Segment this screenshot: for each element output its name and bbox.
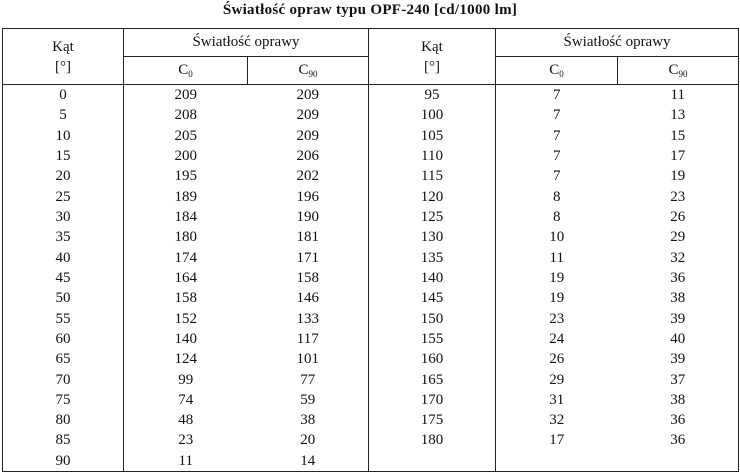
table-row xyxy=(3,329,739,349)
luminaire-intensity-header-right: Światłość oprawy xyxy=(496,29,739,57)
table-row xyxy=(3,410,739,430)
c90-cell: 36 xyxy=(670,269,686,286)
table-row xyxy=(3,146,739,166)
angle-cell: 135 xyxy=(369,248,496,268)
angle-cell: 160 xyxy=(369,349,496,369)
c0-cell: 158 xyxy=(124,288,248,308)
angle-cell: 155 xyxy=(369,329,496,349)
table-row xyxy=(3,248,739,268)
c90-cell: 206 xyxy=(296,148,319,165)
c90-cell xyxy=(618,451,739,472)
c90-cell: 171 xyxy=(296,249,319,266)
table-row xyxy=(3,126,739,146)
c0-cell: 11 xyxy=(496,248,618,268)
table-row xyxy=(3,288,739,308)
c90-cell: 36 xyxy=(670,432,686,449)
angle-cell: 115 xyxy=(369,166,496,186)
c0-cell: 23 xyxy=(496,308,618,328)
c90-cell: 37 xyxy=(670,371,686,388)
c0-cell: 200 xyxy=(124,146,248,166)
c90-cell: 11 xyxy=(670,87,685,104)
table-row xyxy=(3,390,739,410)
angle-label: Kąt xyxy=(52,39,74,55)
c0-cell: 11 xyxy=(124,451,248,472)
angle-cell: 105 xyxy=(369,126,496,146)
table-row xyxy=(3,207,739,227)
angle-cell: 130 xyxy=(369,227,496,247)
table-row xyxy=(3,430,739,450)
c90-cell: 117 xyxy=(296,330,319,347)
c0-cell: 32 xyxy=(496,410,618,430)
c0-cell: 184 xyxy=(124,207,248,227)
angle-cell: 120 xyxy=(369,187,496,207)
table-row xyxy=(3,105,739,125)
table-row xyxy=(3,308,739,328)
angle-cell: 175 xyxy=(369,410,496,430)
c90-cell: 39 xyxy=(670,351,686,368)
c90-cell: 59 xyxy=(300,391,316,408)
angle-cell: 60 xyxy=(55,330,71,347)
c90-cell: 20 xyxy=(300,432,316,449)
c90-cell: 209 xyxy=(296,87,319,104)
c0-cell: 164 xyxy=(124,268,248,288)
c90-cell: 196 xyxy=(296,188,319,205)
c0-cell: 24 xyxy=(496,329,618,349)
angle-cell: 125 xyxy=(369,207,496,227)
table-row xyxy=(3,227,739,247)
angle-cell: 90 xyxy=(55,452,71,469)
c0-cell: 140 xyxy=(124,329,248,349)
c0-cell: 7 xyxy=(496,105,618,125)
c90-cell: 39 xyxy=(670,310,686,327)
c0-cell: 10 xyxy=(496,227,618,247)
c0-cell: 17 xyxy=(496,430,618,450)
c90-cell: 101 xyxy=(296,351,319,368)
c0-header-right: $C_0$ xyxy=(496,57,618,85)
c90-cell: 38 xyxy=(670,290,686,307)
c0-cell: 209 xyxy=(124,85,248,106)
c90-cell: 14 xyxy=(300,452,316,469)
angle-cell: 145 xyxy=(369,288,496,308)
angle-cell: 50 xyxy=(55,290,71,307)
angle-cell: 95 xyxy=(369,85,496,106)
angle-header-right xyxy=(369,29,496,85)
angle-cell: 10 xyxy=(55,127,71,144)
c90-cell: 202 xyxy=(296,168,319,185)
table-title: Światłość opraw typu OPF-240 [cd/1000 lm] xyxy=(222,2,518,18)
c0-cell: 8 xyxy=(496,207,618,227)
c90-cell: 133 xyxy=(296,310,319,327)
angle-cell: 70 xyxy=(55,371,71,388)
c0-cell: 19 xyxy=(496,288,618,308)
c0-header-left: $C_0$ xyxy=(124,57,248,85)
c90-cell: 209 xyxy=(296,107,319,124)
c0-cell: 174 xyxy=(124,248,248,268)
c90-cell: 77 xyxy=(300,371,316,388)
c0-cell: 7 xyxy=(496,85,618,106)
c90-cell: 158 xyxy=(296,269,319,286)
c0-cell: 29 xyxy=(496,369,618,389)
c90-cell: 209 xyxy=(296,127,319,144)
c0-cell: 8 xyxy=(496,187,618,207)
angle-cell xyxy=(369,451,496,472)
angle-cell: 100 xyxy=(369,105,496,125)
c0-cell: 205 xyxy=(124,126,248,146)
angle-cell: 25 xyxy=(55,188,71,205)
c0-cell: 124 xyxy=(124,349,248,369)
angle-cell: 35 xyxy=(55,229,71,246)
angle-label: Kąt xyxy=(421,39,443,55)
c90-cell: 29 xyxy=(670,229,686,246)
c0-cell: 195 xyxy=(124,166,248,186)
angle-cell: 55 xyxy=(55,310,71,327)
angle-cell: 20 xyxy=(55,168,71,185)
angle-cell: 75 xyxy=(55,391,71,408)
c0-cell: 31 xyxy=(496,390,618,410)
c90-cell: 32 xyxy=(670,249,686,266)
angle-cell: 180 xyxy=(369,430,496,450)
c90-cell: 23 xyxy=(670,188,686,205)
table-row xyxy=(3,166,739,186)
table-row xyxy=(3,369,739,389)
c0-cell: 152 xyxy=(124,308,248,328)
c90-header-left: $C_{90}$ xyxy=(248,57,369,85)
c0-cell: 7 xyxy=(496,126,618,146)
c0-cell: 7 xyxy=(496,166,618,186)
c0-cell: 74 xyxy=(124,390,248,410)
angle-header-left xyxy=(3,29,124,85)
table-row xyxy=(3,85,739,106)
c90-cell: 17 xyxy=(670,148,686,165)
c90-cell: 19 xyxy=(670,168,686,185)
angle-cell: 150 xyxy=(369,308,496,328)
c90-cell: 190 xyxy=(296,209,319,226)
c0-cell: 180 xyxy=(124,227,248,247)
c90-cell: 38 xyxy=(300,412,316,429)
c90-header-right: $C_{90}$ xyxy=(618,57,739,85)
c0-cell: 23 xyxy=(124,430,248,450)
angle-unit: [°] xyxy=(424,59,441,75)
c90-cell: 15 xyxy=(670,127,686,144)
table-row xyxy=(3,451,739,472)
c90-cell: 26 xyxy=(670,209,686,226)
angle-cell: 30 xyxy=(55,209,71,226)
table-body xyxy=(3,85,739,472)
table-row xyxy=(3,349,739,369)
c90-cell: 36 xyxy=(670,412,686,429)
c90-cell: 13 xyxy=(670,107,686,124)
angle-unit: [°] xyxy=(55,59,71,75)
angle-cell: 15 xyxy=(55,148,71,165)
angle-cell: 45 xyxy=(55,269,71,286)
c0-cell: 48 xyxy=(124,410,248,430)
angle-cell: 5 xyxy=(59,107,67,124)
angle-cell: 165 xyxy=(369,369,496,389)
angle-cell: 85 xyxy=(55,432,71,449)
c0-cell: 189 xyxy=(124,187,248,207)
angle-cell: 40 xyxy=(55,249,71,266)
angle-cell: 65 xyxy=(55,351,71,368)
c0-cell: 26 xyxy=(496,349,618,369)
table-row xyxy=(3,187,739,207)
c90-cell: 38 xyxy=(670,391,686,408)
c0-cell xyxy=(496,451,618,472)
angle-cell: 140 xyxy=(369,268,496,288)
c90-cell: 40 xyxy=(670,330,686,347)
angle-cell: 110 xyxy=(369,146,496,166)
c90-cell: 181 xyxy=(296,229,319,246)
c0-cell: 7 xyxy=(496,146,618,166)
c0-cell: 99 xyxy=(124,369,248,389)
angle-cell: 0 xyxy=(59,87,67,104)
angle-cell: 80 xyxy=(55,412,71,429)
c90-cell: 146 xyxy=(296,290,319,307)
luminous-intensity-table xyxy=(2,28,739,472)
c0-cell: 19 xyxy=(496,268,618,288)
c0-cell: 208 xyxy=(124,105,248,125)
luminaire-intensity-header-left: Światłość oprawy xyxy=(124,29,369,57)
angle-cell: 170 xyxy=(369,390,496,410)
table-row xyxy=(3,268,739,288)
